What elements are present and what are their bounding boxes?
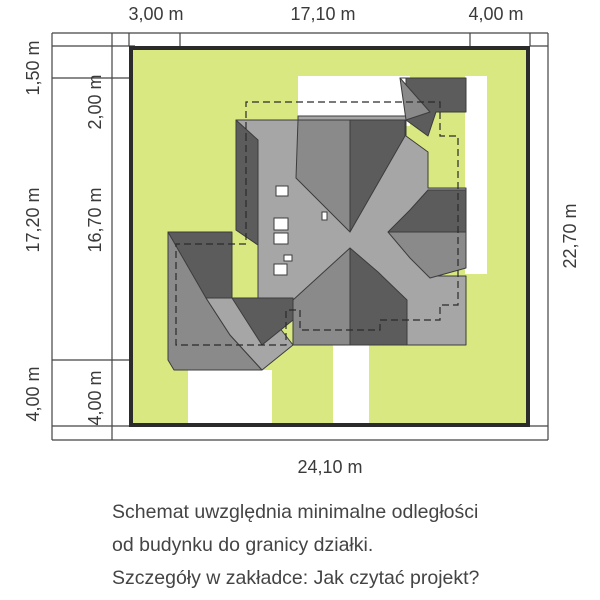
caption	[112, 496, 582, 595]
dim-top-left: 3,00 m	[128, 4, 184, 24]
dim-bottom: 24,10 m	[297, 457, 363, 477]
dim-left-inner-top: 2,00 m	[85, 74, 105, 130]
caption-line-1: Schemat uwzględnia minimalne odległości	[112, 501, 479, 523]
caption-line-2: od budynku do granicy działki.	[112, 534, 374, 556]
dim-left-outer-top: 1,50 m	[23, 40, 43, 96]
dim-left-outer-middle: 17,20 m	[23, 187, 43, 253]
dim-top-middle: 17,10 m	[290, 4, 356, 24]
dim-left-inner-middle: 16,70 m	[85, 187, 105, 253]
dim-top-right: 4,00 m	[468, 4, 524, 24]
caption-line-3: Szczegóły w zakładce: Jak czytać projekt?	[112, 567, 480, 589]
dim-left-outer-bottom: 4,00 m	[23, 366, 43, 422]
dim-right: 22,70 m	[560, 203, 580, 269]
dim-left-inner-bottom: 4,00 m	[85, 370, 105, 426]
